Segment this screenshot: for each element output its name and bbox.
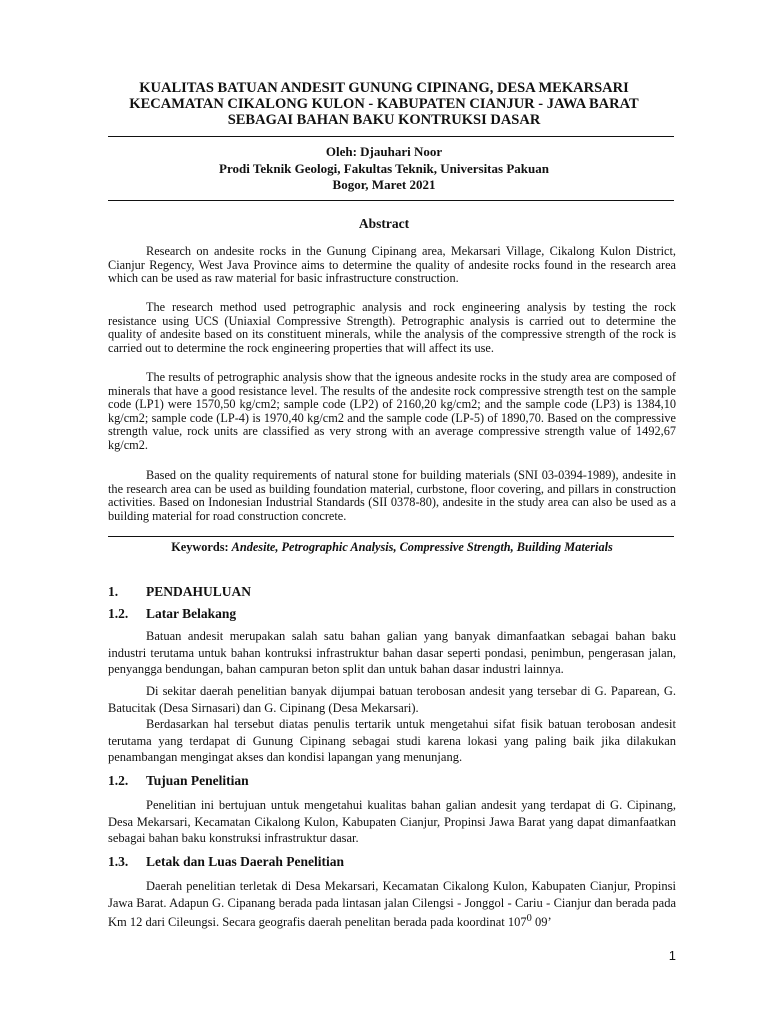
coordinate-text: Daerah penelitian terletak di Desa Mekarsari, Kecamatan Cikalong Kulon, Kabupaten Cianjur, Propinsi Jawa Barat. Adapun G. Cipanang berada pada lintasan jalan Cilengsi - Jonggol - Cariu - Cianjur dan berada pada Km 12 dari Cileungsi. Secara geografis daerah penelitan berada pada koordinat 107 (108, 879, 676, 930)
section-number: 1.3. (108, 854, 129, 869)
body-paragraph (108, 878, 676, 931)
body-paragraph: Batuan andesit merupakan salah satu bahan galian yang banyak dimanfaatkan sebagai bahan baku industri terutama untuk bahan kontruksi infrastruktur bahan dasar seperti pondasi, penimbun, pengerasan jalan, penyangga bendungan, bahan campuran beton split dan untuk bahan dasar industri lainnya. (108, 629, 676, 676)
keywords-value: Andesite, Petrographic Analysis, Compressive Strength, Building Materials (231, 540, 613, 554)
keywords-label: Keywords: (171, 540, 232, 554)
section-number: 1. (108, 584, 119, 599)
coordinate-tail: 09’ (531, 915, 552, 930)
abstract-heading: Abstract (358, 216, 410, 231)
section-heading-pendahuluan (108, 584, 251, 600)
author-affiliation: Prodi Teknik Geologi, Fakultas Teknik, Universitas Pakuan (219, 160, 549, 176)
title-line: SEBAGAI BAHAN BAKU KONTRUKSI DASAR (227, 112, 541, 128)
title-line: KUALITAS BATUAN ANDESIT GUNUNG CIPINANG, DESA MEKARSARI (139, 80, 629, 96)
keywords-divider (108, 536, 674, 537)
section-title: PENDAHULUAN (146, 584, 252, 599)
abstract-paragraph: Research on andesite rocks in the Gunung Cipinang area, Mekarsari Village, Cikalong Kulon District, Cianjur Regency, West Java Province aims to determine the quality of andesite rocks found in the research area which can be used as raw material for basic infrastructure construction. (108, 244, 676, 286)
author-divider (108, 200, 674, 201)
section-number: 1.2. (108, 606, 129, 621)
title-line: KECAMATAN CIKALONG KULON - KABUPATEN CIANJUR - JAWA BARAT (129, 96, 639, 112)
author-block (96, 144, 672, 194)
abstract-paragraph: The results of petrographic analysis show that the igneous andesite rocks in the study area are composed of minerals that have a good resistance level. The results of the andesite rock compressive strength test on the sample code (LP1) were 1570,50 kg/cm2; sample code (LP2) of 2160,20 kg/cm2; and the sample code (LP3) is 1384,10 kg/cm2; sample code (LP-4) is 1970,40 kg/cm2 and the sample code (LP-5) of 1890,70. Based on the compressive strength value, rock units are classified as very strong with an average compressive strength value of 1492,67 kg/cm2. (108, 370, 676, 452)
paper-title (96, 80, 672, 128)
section-heading-latar-belakang (108, 606, 236, 622)
degree-superscript: 0 (526, 913, 532, 924)
abstract-paragraph: Based on the quality requirements of natural stone for building materials (SNI 03-0394-1989), andesite in the research area can be used as building foundation material, curbstone, floor covering, and pillars in construction activities. Based on Indonesian Industrial Standards (SII 0378-80), andesite in the study area can also be used as a building material for road construction concrete. (108, 468, 676, 523)
keywords-line (108, 540, 676, 555)
body-paragraph: Di sekitar daerah penelitian banyak dijumpai batuan terobosan andesit yang tersebar di G. Paparean, G. Batucitak (Desa Sirnasari) dan G. Cipinang (Desa Mekarsari). (108, 684, 676, 715)
section-title: Letak dan Luas Daerah Penelitian (146, 854, 345, 869)
section-title: Latar Belakang (146, 606, 237, 621)
author-date: Bogor, Maret 2021 (332, 177, 436, 192)
page-number: 1 (668, 948, 676, 963)
section-number: 1.2. (108, 773, 129, 788)
abstract-paragraph: The research method used petrographic analysis and rock engineering analysis by testing the rock resistance using UCS (Uniaxial Compressive Strength). Petrographic analysis is carried out to determine the quality of andesite based on its constituent minerals, while the analysis of the compressive strength of the rock is carried out to determine the rock engineering properties that will affect its use. (108, 300, 676, 355)
section-title: Tujuan Penelitian (146, 773, 249, 788)
author-name: Oleh: Djauhari Noor (325, 144, 443, 159)
body-paragraph: Berdasarkan hal tersebut diatas penulis tertarik untuk mengetahui sifat fisik batuan terobosan andesit terutama yang terdapat di Gunung Cipinang sebagai studi karena lokasi yang paling baik jika dilakukan penambangan mengingat akses dan kondisi lapangan yang menunjang. (108, 717, 676, 764)
section-heading-letak-dan-luas (108, 854, 344, 870)
title-divider (108, 136, 674, 137)
section-heading-tujuan-penelitian (108, 773, 249, 789)
body-paragraph: Penelitian ini bertujuan untuk mengetahui kualitas bahan galian andesit yang terdapat di G. Cipinang, Desa Mekarsari, Kecamatan Cikalong Kulon, Kabupaten Cianjur, Propinsi Jawa Barat yang dapat dimanfaatkan sebagai bahan baku konstruksi infrastruktur dasar. (108, 798, 676, 845)
